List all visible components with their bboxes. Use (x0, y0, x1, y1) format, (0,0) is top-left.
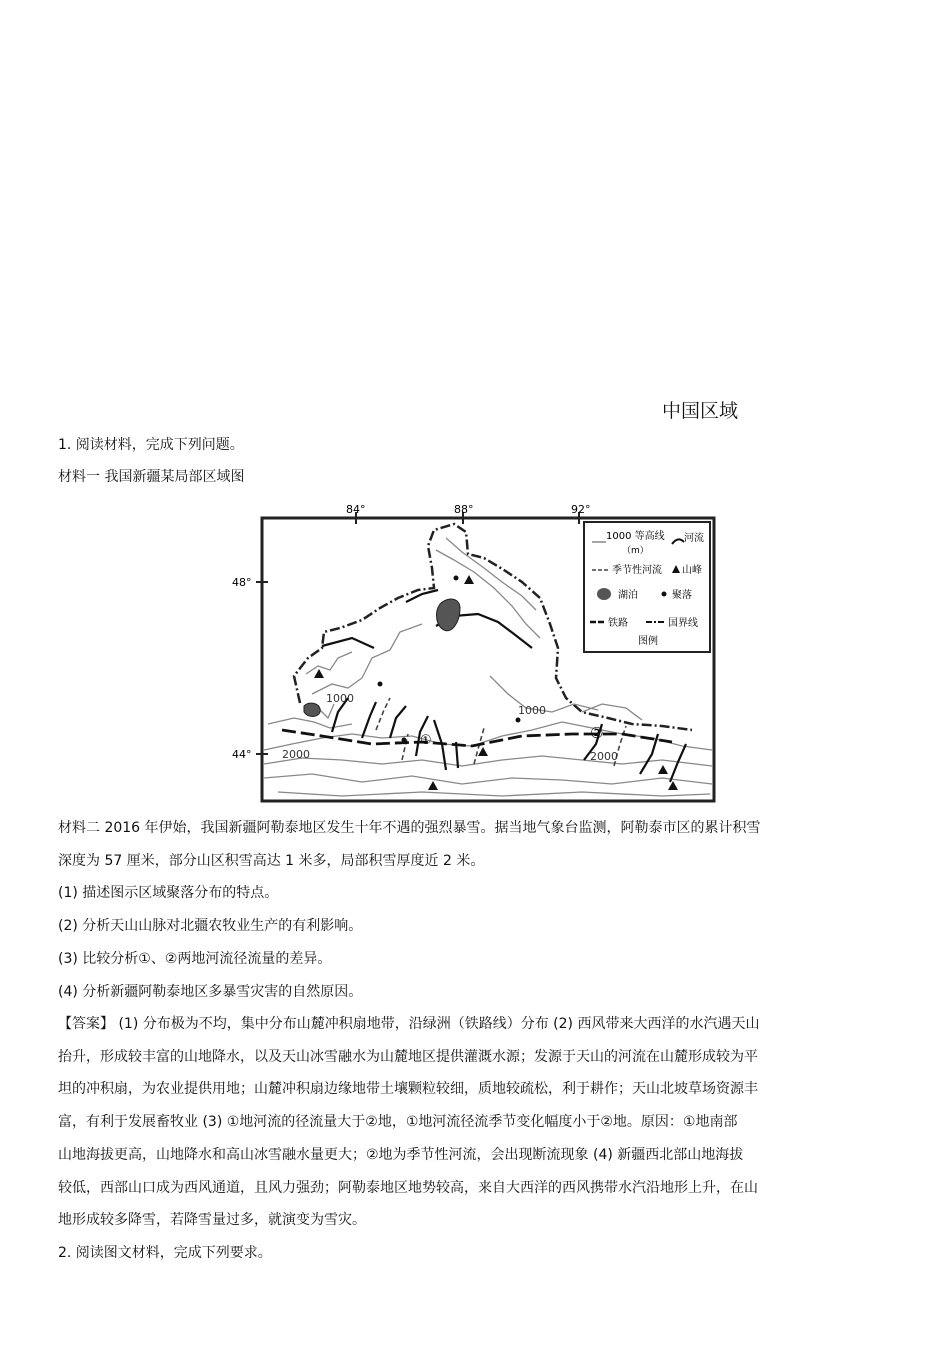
xinjiang-region-map (222, 498, 726, 806)
sub-question-3: (3) 比较分析①、②两地河流径流量的差异。 (58, 951, 332, 967)
region-marker-1: ① (420, 733, 432, 748)
settlement-dot (516, 718, 521, 723)
contour-label: 1000 (518, 704, 546, 717)
lon-tick-92: 92° (571, 503, 591, 516)
question-1-stem: 1. 阅读材料，完成下列问题。 (58, 437, 244, 453)
lat-tick-48: 48° (232, 576, 252, 589)
page-title: 中国区域 (662, 400, 739, 422)
answer-line-4: 富，有利于发展畜牧业 (3) ①地河流的径流量大于②地，①地河流径流季节变化幅度小于②地。原因：①地南部 (58, 1114, 738, 1130)
lake-ulungur (437, 599, 460, 631)
legend-lake-icon (597, 588, 611, 600)
material-2-line-1: 材料二 2016 年伊始，我国新疆阿勒泰地区发生十年不遇的强烈暴雪。据当地气象台监测，阿勒泰市区的累计积雪 (58, 820, 761, 836)
answer-line-5: 山地海拔更高，山地降水和高山冰雪融水量更大；②地为季节性河流，会出现断流现象 (4) 新疆西北部山地海拔 (58, 1147, 744, 1163)
sub-question-1: (1) 描述图示区域聚落分布的特点。 (58, 885, 279, 901)
peak-icon (428, 781, 438, 790)
answer-line-1: 【答案】 (1) 分布极为不均，集中分布山麓冲积扇地带，沿绿洲（铁路线）分布 (2) 西风带来大西洋的水汽遇天山 (58, 1016, 760, 1032)
peak-icon (668, 781, 678, 790)
legend-contour-unit: （m） (622, 546, 649, 556)
material-1-label: 材料一 我国新疆某局部区域图 (58, 469, 245, 485)
peak-icon (658, 765, 668, 774)
lon-tick-88: 88° (454, 503, 474, 516)
answer-line-7: 地形成较多降雪，若降雪量过多，就演变为雪灾。 (58, 1212, 366, 1228)
question-2-stem: 2. 阅读图文材料，完成下列要求。 (58, 1245, 272, 1261)
answer-line-2: 抬升，形成较丰富的山地降水，以及天山冰雪融水为山麓地区提供灌溉水源；发源于天山的河流在山麓形成较为平 (58, 1049, 758, 1065)
peak-icon (314, 669, 324, 678)
sub-question-2: (2) 分析天山山脉对北疆农牧业生产的有利影响。 (58, 918, 363, 934)
material-2-line-2: 深度为 57 厘米，部分山区积雪高达 1 米多，局部积雪厚度近 2 米。 (58, 853, 485, 869)
settlement-dot (378, 682, 383, 687)
settlement-dot (454, 576, 459, 581)
legend-railway-label: 铁路 (608, 618, 628, 629)
peak-icon (464, 575, 474, 584)
map-legend (584, 522, 710, 652)
legend-border-label: 国界线 (668, 618, 698, 629)
lake-west (304, 703, 320, 716)
settlement-dot (402, 738, 407, 743)
lat-tick-44: 44° (232, 748, 252, 761)
legend-caption: 图例 (638, 636, 658, 647)
contour-label: 2000 (282, 748, 310, 761)
answer-line-6: 较低，西部山口成为西风通道，且风力强劲；阿勒泰地区地势较高，来自大西洋的西风携带水汽沿地形上升，在山 (58, 1180, 758, 1196)
contour-label: 1000 (326, 692, 354, 705)
legend-peak-label: 山峰 (682, 565, 702, 576)
legend-contour-label: 1000 等高线 (606, 531, 665, 542)
legend-river-label: 河流 (684, 533, 704, 544)
legend-settlement-label: 聚落 (672, 590, 692, 601)
contour-label: 2000 (590, 750, 618, 763)
legend-seasonal-river-label: 季节性河流 (612, 565, 662, 576)
lon-tick-84: 84° (346, 503, 366, 516)
contour-1000-west (312, 624, 422, 694)
answer-line-3: 坦的冲积扇，为农业提供用地；山麓冲积扇边缘地带土壤颗粒较细，质地较疏松，利于耕作；天山北坡草场资源丰 (58, 1081, 758, 1097)
region-marker-2: ② (590, 724, 604, 742)
legend-lake-label: 湖泊 (618, 590, 638, 601)
legend-settlement-icon (662, 592, 667, 597)
sub-question-4: (4) 分析新疆阿勒泰地区多暴雪灾害的自然原因。 (58, 984, 363, 1000)
peak-icon (478, 747, 488, 756)
